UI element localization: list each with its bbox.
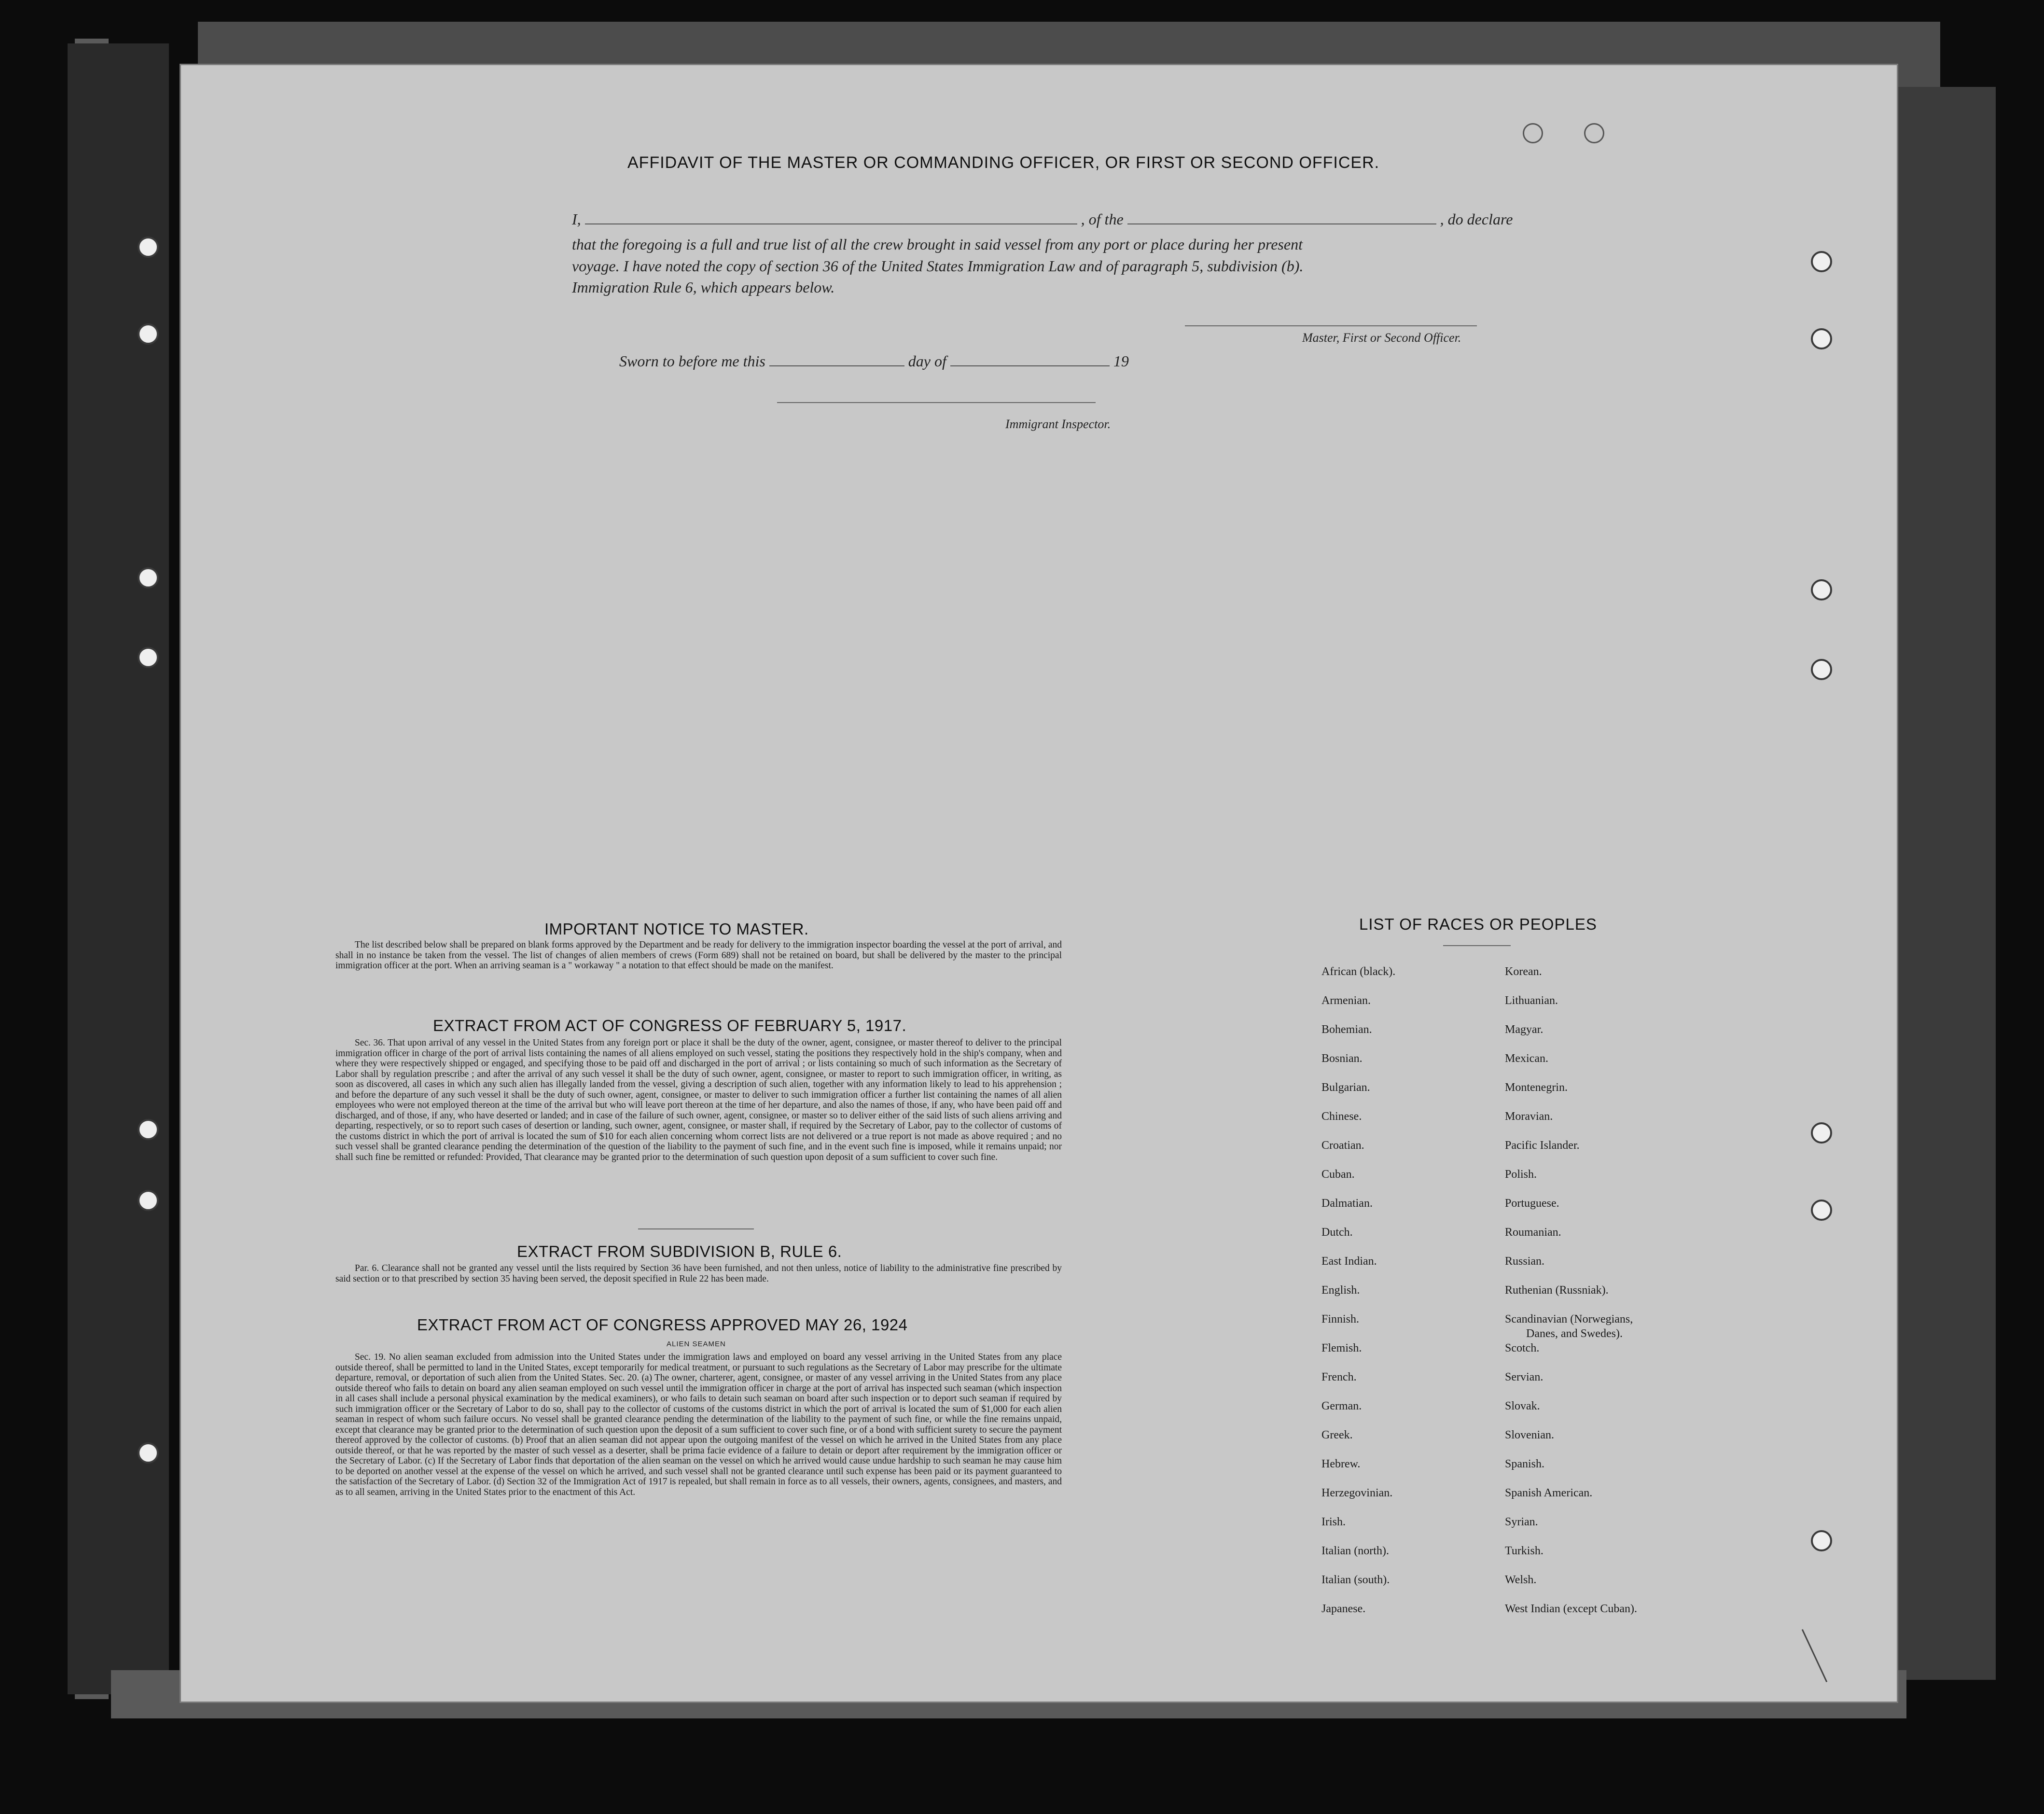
race-item: Finnish. [1321, 1313, 1360, 1326]
race-item: Japanese. [1321, 1603, 1366, 1615]
affidavit-line1-mid: , of the [1081, 210, 1124, 228]
extract-rule6-text: Par. 6. Clearance shall not be granted any vessel until the lists required by Section 36 have been furnished, and not then unless, notice of liability to the administrative fine prescribed by said section or to that prescribed by section 35 having been served, the deposit specified in Rule 22 has been made. [335, 1263, 1062, 1284]
race-item: West Indian (except Cuban). [1505, 1603, 1637, 1615]
vessel-blank [1127, 223, 1436, 224]
binder-hole [1811, 1530, 1832, 1551]
month-blank [950, 365, 1110, 366]
binder-hole [138, 1119, 159, 1140]
race-item: Scotch. [1505, 1342, 1540, 1354]
binder-hole [1811, 579, 1832, 600]
extract-rule6-heading: EXTRACT FROM SUBDIVISION B, RULE 6. [517, 1242, 842, 1260]
affidavit-line-4: Immigration Rule 6, which appears below. [572, 279, 835, 296]
race-item: Korean. [1505, 965, 1542, 978]
officer-signature-label: Master, First or Second Officer. [1302, 331, 1461, 345]
race-item [1505, 1312, 1637, 1341]
race-item: Chinese. [1321, 1110, 1362, 1123]
affidavit-title: AFFIDAVIT OF THE MASTER OR COMMANDING OFFICER, OR FIRST OR SECOND OFFICER. [627, 153, 1380, 172]
binder-hole [1811, 251, 1832, 272]
sworn-line [619, 352, 1129, 370]
race-item: Pacific Islander. [1505, 1139, 1580, 1152]
race-item: Slovak. [1505, 1400, 1540, 1412]
extract-1917-text: Sec. 36. That upon arrival of any vessel in the United States from any foreign port or place it shall be the duty of the owner, agent, consignee, or master thereof to deliver to the principal immigration officer in charge of the port of arrival lists containing the names of all aliens employed on such vessel, stating the positions they respectively hold in the ship's company, when and where they were respectively shipped or engaged, and specifying those to be paid off and discharged in the port of arrival ; or lists containing so much of such information as the Secretary of Labor shall by regulation prescribe ; and after the arrival of any such vessel it shall be the duty of such owner, agent, consignee, or master to report to such immigration officer, in writing, as soon as discovered, all cases in which any such alien has illegally landed from the vessel, giving a description of such alien, together with any information likely to lead to his apprehension ; and before the departure of any such vessel it shall be the duty of such owner, agent, consignee, or master to deliver to such immigration officer a further list containing the names of all alien employees who were not employed thereon at the time of the arrival but who will leave port thereon at the time of her departure, and also the names of those, if any, who have been paid off and discharged, and of those, if any, who have deserted or landed; and in case of the failure of such owner, agent, consignee, or master so to deliver either of the said lists of such aliens arriving and departing, respectively, or so to report such cases of desertion or landing, such owner, agent, consignee, or master shall, if required by the Secretary of Labor, pay to the collector of customs of the customs district in which the port of arrival is located the sum of $10 for each alien concerning whom correct lists are not delivered or a true report is not made as above required ; and no such vessel shall be granted clearance pending the determination of the question of the liability to the payment of such fine, and in the event such fine is imposed, while it remains unpaid; nor shall such fine be remitted or refunded: Provided, That clearance may be granted prior to the determination of such question upon deposit of a sum sufficient to cover such fine. [335, 1038, 1062, 1162]
binder-hole [1811, 1200, 1832, 1221]
race-item: Herzegovinian. [1321, 1487, 1393, 1499]
affidavit-line1-end: , do declare [1440, 210, 1513, 228]
race-item: Croatian. [1321, 1139, 1364, 1152]
races-left-column [1321, 964, 1395, 1631]
race-item-line: Scandinavian (Norwegians, [1505, 1313, 1633, 1326]
races-underline [1443, 945, 1511, 946]
race-item: Bohemian. [1321, 1023, 1372, 1036]
binder-hole [1811, 659, 1832, 680]
race-item: Ruthenian (Russniak). [1505, 1284, 1609, 1297]
race-item: Cuban. [1321, 1168, 1355, 1181]
race-item: Montenegrin. [1505, 1081, 1568, 1094]
race-item: Portuguese. [1505, 1197, 1559, 1210]
punch-hole [1523, 123, 1543, 143]
races-right-column [1505, 964, 1637, 1631]
inspector-signature-label: Immigrant Inspector. [1005, 417, 1111, 431]
race-item: Spanish. [1505, 1458, 1545, 1470]
binder-hole [1811, 328, 1832, 349]
affidavit-line-3: voyage. I have noted the copy of section 36 of the United States Immigration Law and of paragraph 5, subdivision (b). [572, 257, 1304, 275]
affidavit-line-2: that the foregoing is a full and true list of all the crew brought in said vessel from any port or place during her present [572, 236, 1303, 253]
extract-1924-heading: EXTRACT FROM ACT OF CONGRESS APPROVED MAY 26, 1924 [417, 1316, 908, 1334]
extract-1924-text: Sec. 19. No alien seaman excluded from admission into the United States under the immigration laws and employed on board any vessel arriving in the United States from any place outside thereof, shall be permitted to land in the United States, except temporarily for medical treatment, or pursuant to such regulations as the Secretary of Labor may prescribe for the ultimate departure, removal, or deportation of such alien from the United States. Sec. 20. (a) The owner, charterer, agent, consignee, or master of any vessel arriving in the United States from any place outside thereof who fails to detain on board any alien seaman employed on such vessel until the immigration officer in charge at the port of arrival has inspected such seaman (which inspection in all cases shall include a personal physical examination by the medical examiners), or who fails to detain such seaman on board after such inspection or to deport such seaman if required by such immigration officer or the Secretary of Labor to do so, shall pay to the collector of customs of the customs district in which the port of arrival is located the sum of $1,000 for each alien seaman in respect of whom such failure occurs. No vessel shall be granted clearance pending the determination of the liability to the payment of such fine, or while the fine remains unpaid, except that clearance may be granted prior to the determination of such question upon the deposit of a sum sufficient to cover such fine, or of a bond with sufficient surety to secure the payment thereof approved by the collector of customs. (b) Proof that an alien seaman did not appear upon the outgoing manifest of the vessel on which he arrived in the United States from any place outside thereof, or that he was reported by the master of such vessel as a deserter, shall be prima facie evidence of a failure to detain or deport after requirement by the immigration officer or the Secretary of Labor. (c) If the Secretary of Labor finds that deportation of the alien seaman on the vessel on which he arrived would cause undue hardship to such seaman he may cause him to be deported on another vessel at the expense of the vessel on which he arrived, and such vessel shall not be granted clearance until such expense has been paid or its payment guaranteed to the satisfaction of the Secretary of Labor. (d) Section 32 of the Immigration Act of 1917 is repealed, but shall remain in force as to all vessels, their owners, agents, consignees, and masters, and as to all seamen, arriving in the United States prior to the enactment of this Act. [335, 1352, 1062, 1497]
race-item: Dutch. [1321, 1226, 1353, 1239]
binder-hole [138, 1190, 159, 1211]
affidavit-line-1 [572, 210, 1513, 228]
race-item: Servian. [1505, 1371, 1543, 1383]
race-item: Roumanian. [1505, 1226, 1561, 1239]
race-item: Italian (south). [1321, 1574, 1390, 1586]
race-item: German. [1321, 1400, 1362, 1412]
race-item-continuation: Danes, and Swedes). [1526, 1327, 1623, 1340]
inspector-signature-line [777, 402, 1096, 403]
notice-heading: IMPORTANT NOTICE TO MASTER. [544, 920, 809, 938]
sworn-day-of: day of [908, 352, 946, 370]
race-item: Flemish. [1321, 1342, 1362, 1354]
extract-1917-heading: EXTRACT FROM ACT OF CONGRESS OF FEBRUARY 5, 1917. [433, 1017, 907, 1034]
race-item: Moravian. [1505, 1110, 1553, 1123]
binder-hole [1811, 1122, 1832, 1144]
binder-hole [138, 323, 159, 345]
name-blank [585, 223, 1077, 224]
race-item: Turkish. [1505, 1545, 1543, 1557]
race-item: Mexican. [1505, 1052, 1548, 1065]
binder-hole [138, 237, 159, 258]
race-item: Hebrew. [1321, 1458, 1361, 1470]
race-item: African (black). [1321, 965, 1396, 978]
race-item: Bulgarian. [1321, 1081, 1370, 1094]
binder-hole [138, 1442, 159, 1464]
race-item: Russian. [1505, 1255, 1545, 1268]
races-heading: LIST OF RACES OR PEOPLES [1359, 915, 1597, 933]
day-blank [769, 365, 904, 366]
sworn-start: Sworn to before me this [619, 352, 765, 370]
notice-text: The list described below shall be prepared on blank forms approved by the Department and be ready for delivery to the immigration inspector boarding the vessel at the port of arrival, and shall in no instance be taken from the vessel. The list of changes of alien members of crews (Form 689) shall not be retained on board, but shall be delivered by the master to the principal immigration officer at the port. When an arriving seaman is a " workaway " a notation to that effect should be made on the manifest. [335, 940, 1062, 971]
race-item: Magyar. [1505, 1023, 1543, 1036]
binder-hole [138, 647, 159, 668]
sworn-year: 19 [1113, 352, 1129, 370]
officer-signature-line [1185, 325, 1477, 326]
race-item: Spanish American. [1505, 1487, 1593, 1499]
race-item: Irish. [1321, 1516, 1346, 1528]
race-item: Syrian. [1505, 1516, 1538, 1528]
race-item: French. [1321, 1371, 1357, 1383]
race-item: Slovenian. [1505, 1429, 1554, 1441]
race-item: Armenian. [1321, 994, 1371, 1007]
race-item: Polish. [1505, 1168, 1537, 1181]
punch-hole [1584, 123, 1604, 143]
race-item: Lithuanian. [1505, 994, 1558, 1007]
race-item: Dalmatian. [1321, 1197, 1373, 1210]
race-item: Bosnian. [1321, 1052, 1363, 1065]
race-item: Greek. [1321, 1429, 1353, 1441]
race-item: East Indian. [1321, 1255, 1377, 1268]
binder-hole [138, 567, 159, 588]
alien-seamen-subheading: ALIEN SEAMEN [667, 1340, 726, 1348]
section-divider [638, 1228, 754, 1229]
affidavit-line1-start: I, [572, 210, 581, 228]
race-item: English. [1321, 1284, 1360, 1297]
race-item: Welsh. [1505, 1574, 1537, 1586]
race-item: Italian (north). [1321, 1545, 1389, 1557]
